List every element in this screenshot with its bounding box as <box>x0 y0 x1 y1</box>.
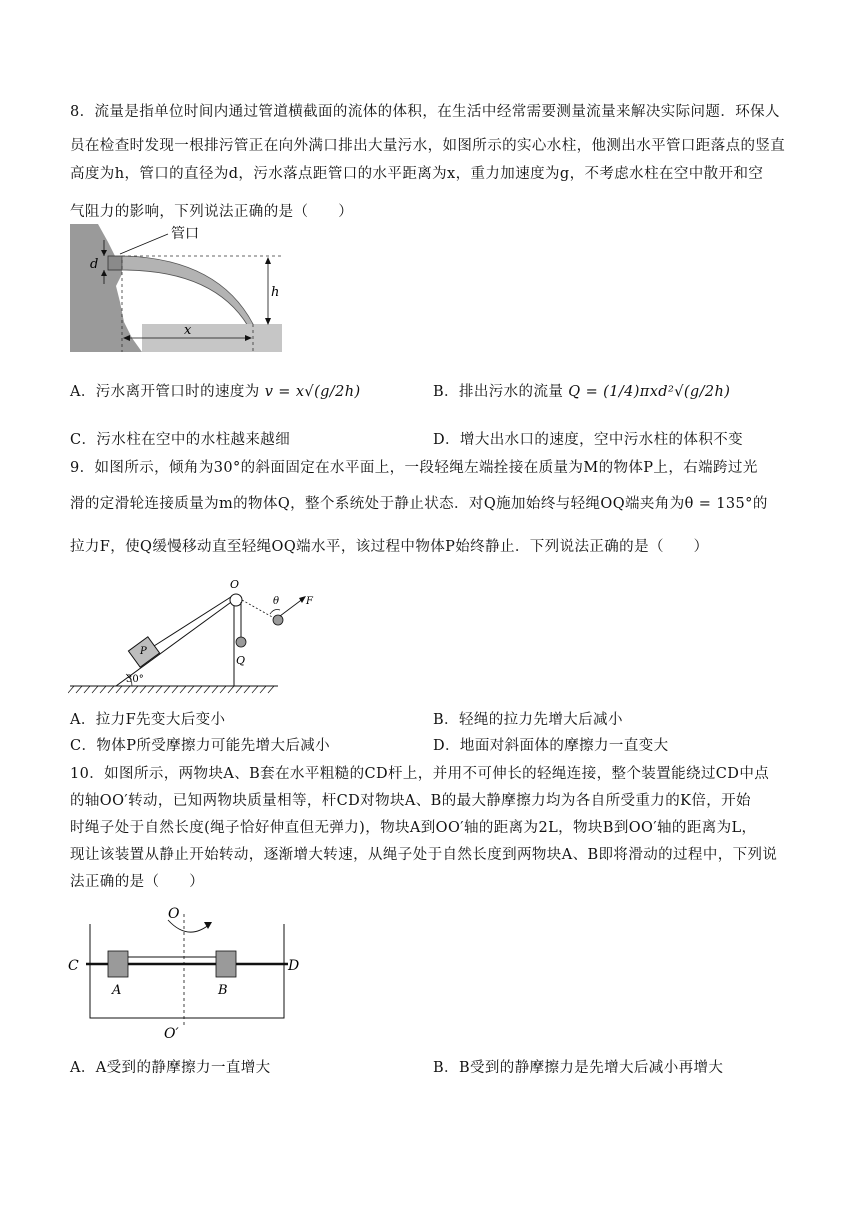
q8-option-b <box>433 380 730 401</box>
q10-line-3: 时绳子处于自然长度(绳子恰好伸直但无弹力)，物块A到OO′轴的距离为2L，物块B到OO′轴的距离为L， <box>70 820 757 836</box>
q8-option-d: D．增大出水口的速度，空中污水柱的体积不变 <box>433 432 744 448</box>
q9-figure <box>68 574 338 696</box>
theta-label: θ <box>273 596 280 607</box>
q8-option-c: C．污水柱在空中的水柱越来越细 <box>70 432 291 448</box>
b-label: B <box>218 983 228 998</box>
water-column <box>122 256 253 326</box>
f-label: F <box>306 596 313 607</box>
c-label: C <box>68 958 79 974</box>
angle-label: 30° <box>126 674 144 685</box>
pipe-label: 管口 <box>171 226 199 242</box>
d-label: d <box>90 257 99 272</box>
q8-figure <box>68 220 288 355</box>
p-label: P <box>140 646 147 657</box>
q10-line-2: 的轴OO′转动，已知两物块质量相等，杆CD对物块A、B的最大静摩擦力均为各自所受重力的K倍，开始 <box>70 793 751 809</box>
q10-option-b: B．B受到的静摩擦力是先增大后减小再增大 <box>433 1060 724 1076</box>
o-top-label: O <box>168 906 180 922</box>
q10-line-4: 现让该装置从静止开始转动，逐渐增大转速，从绳子处于自然长度到两物块A、B即将滑动的过程中，下列说 <box>70 847 778 863</box>
q8-option-a-formula: v = x√(g/2h) <box>264 384 361 400</box>
a-label: A <box>112 983 122 998</box>
o-bottom-label: O′ <box>164 1026 179 1040</box>
q10-line-1: 10．如图所示，两物块A、B套在水平粗糙的CD杆上，并用不可伸长的轻绳连接，整个装置能绕过CD中点 <box>70 766 770 782</box>
q-label: Q <box>236 654 246 667</box>
h-label: h <box>271 285 280 300</box>
q10-line-5: 法正确的是（ ） <box>70 874 205 890</box>
q8-option-a-text: A．污水离开管口时的速度为 <box>70 384 260 400</box>
q9-line-2: 滑的定滑轮连接质量为m的物体Q，整个系统处于静止状态．对Q施加始终与轻绳OQ端夹角为θ = 135°的 <box>70 496 768 512</box>
q9-line-3: 拉力F，使Q缓慢移动直至轻绳OQ端水平，该过程中物体P始终静止．下列说法正确的是（ ） <box>70 539 709 555</box>
q8-line-2: 员在检查时发现一根排污管正在向外满口排出大量污水，如图所示的实心水柱，他测出水平管口距落点的竖直 <box>70 138 786 154</box>
q9-option-d: D．地面对斜面体的摩擦力一直变大 <box>433 738 669 754</box>
q-ball <box>236 637 246 647</box>
q10-option-a: A．A受到的静摩擦力一直增大 <box>70 1060 271 1076</box>
q9-option-c: C．物体P所受摩擦力可能先增大后减小 <box>70 738 331 754</box>
q8-option-a <box>70 380 361 401</box>
q9-option-a: A．拉力F先变大后变小 <box>70 712 226 728</box>
block-b <box>216 951 236 977</box>
x-label: x <box>184 323 192 338</box>
q8-line-3: 高度为h，管口的直径为d，污水落点距管口的水平距离为x，重力加速度为g，不考虑水柱在空中散开和空 <box>70 166 764 182</box>
q8-option-b-text: B．排出污水的流量 <box>433 384 564 400</box>
d-label: D <box>288 958 300 974</box>
q8-line-1: 8．流量是指单位时间内通过管道横截面的流体的体积，在生活中经常需要测量流量来解决实际问题．环保人 <box>70 104 780 120</box>
q8-line-4: 气阻力的影响，下列说法正确的是（ ） <box>70 204 354 220</box>
q8-option-b-formula: Q = (1/4)πxd²√(g/2h) <box>568 384 731 400</box>
q10-figure <box>66 900 311 1040</box>
q-ball-moved <box>273 615 283 625</box>
q9-line-1: 9．如图所示，倾角为30°的斜面固定在水平面上，一段轻绳左端拴接在质量为M的物体P上，右端跨过光 <box>70 460 758 476</box>
q9-option-b: B．轻绳的拉力先增大后减小 <box>433 712 623 728</box>
o-label: O <box>230 578 240 591</box>
pipe-mouth <box>108 256 122 270</box>
pulley <box>230 594 242 606</box>
block-a <box>108 951 128 977</box>
wall-shape <box>70 224 142 352</box>
